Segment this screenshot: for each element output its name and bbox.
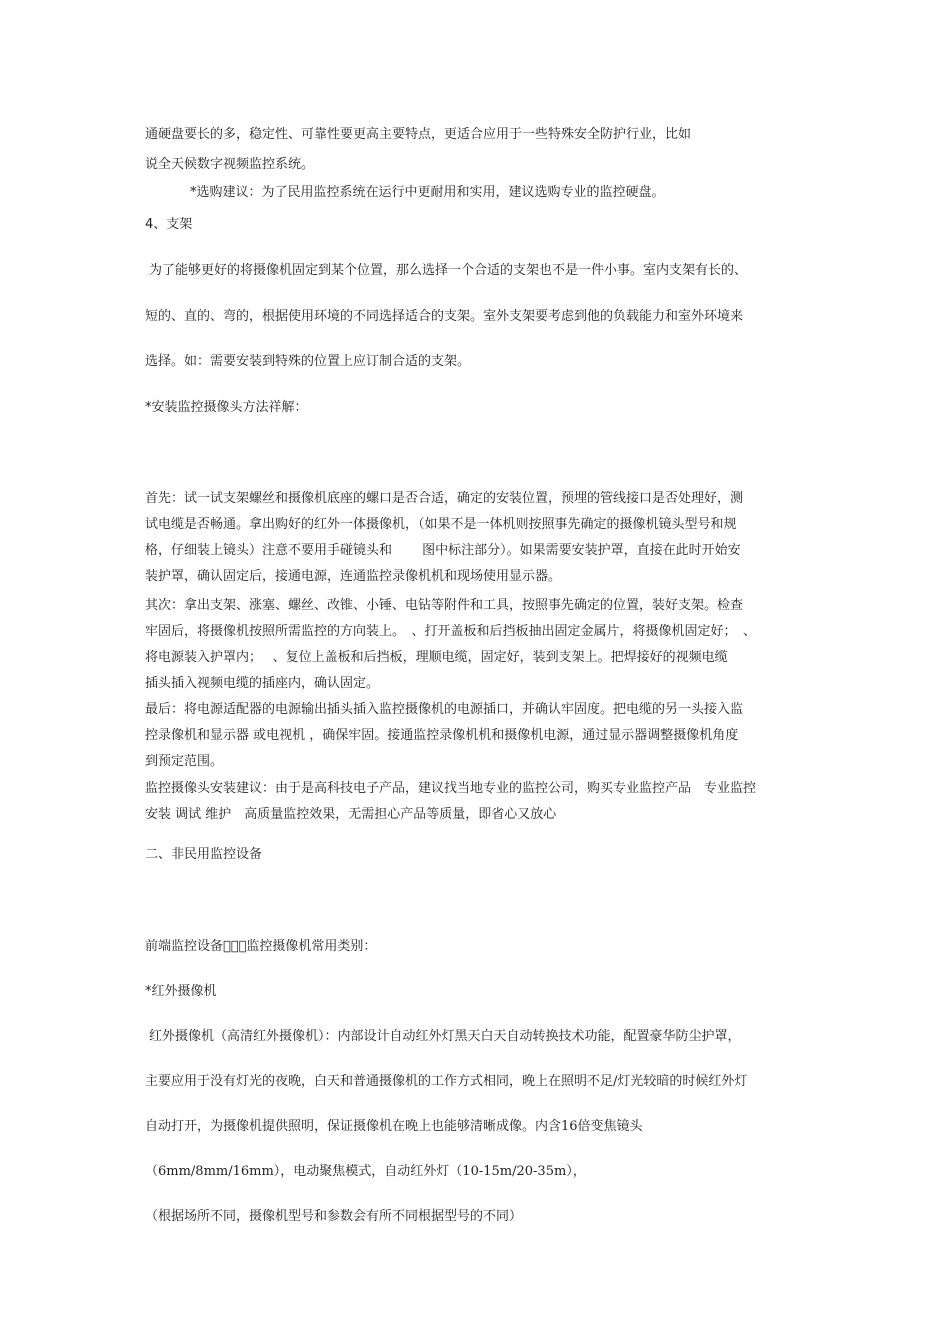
paragraph-line: 装护罩，确认固定后，接通电源，连通监控录像机机和现场使用显示器。 bbox=[145, 569, 562, 584]
paragraph-line: 插头插入视频电缆的插座内，确认固定。 bbox=[145, 676, 380, 691]
paragraph-line: 监控摄像头安装建议：由于是高科技电子产品，建议找当地专业的监控公司，购买专业监控产品 专业监控 bbox=[145, 781, 757, 796]
paragraph-line: 牢固后，将摄像机按照所需监控的方向装上。 、打开盖板和后挡板抽出固定金属片，将摄像机固定好； 、 bbox=[145, 624, 757, 639]
section-heading-bracket: 4、支架 bbox=[145, 217, 193, 232]
section-heading: 二、非民用监控设备 bbox=[145, 847, 263, 862]
paragraph-line: 选择。如：需要安装到特殊的位置上应订制合适的支架。 bbox=[145, 354, 471, 369]
paragraph-line: 最后：将电源适配器的电源输出插头插入监控摄像机的电源插口，并确认牢固度。把电缆的另一头接入监 bbox=[145, 702, 744, 717]
install-method-heading: *安装监控摄像头方法祥解： bbox=[145, 400, 308, 415]
paragraph-line: （6mm/8mm/16mm），电动聚焦模式，自动红外灯（10-15m/20-35m）， bbox=[145, 1164, 586, 1179]
paragraph-line: 短的、直的、弯的，根据使用环境的不同选择适合的支架。室外支架要考虑到他的负载能力和室外环境来 bbox=[145, 309, 744, 324]
paragraph-line: 通硬盘要长的多，稳定性、可靠性要更高主要特点，更适合应用于一些特殊安全防护行业，比如 bbox=[145, 127, 692, 142]
paragraph-line: 试电缆是否畅通。拿出购好的红外一体摄像机，（如果不是一体机则按照事先确定的摄像机镜头型号和规 bbox=[145, 517, 737, 532]
purchase-advice: *选购建议：为了民用监控系统在运行中更耐用和实用，建议选购专业的监控硬盘。 bbox=[190, 185, 665, 200]
paragraph-line: 到预定范围。 bbox=[145, 754, 224, 769]
paragraph-line: 前端监控设备   监控摄像机常用类别： bbox=[145, 939, 377, 954]
paragraph-line: 其次：拿出支架、涨塞、螺丝、改锥、小锤、电钻等附件和工具，按照事先确定的位置，装好支架。检查 bbox=[145, 598, 744, 613]
paragraph-line: 说全天候数字视频监控系统。 bbox=[145, 157, 315, 172]
paragraph-line: 自动打开，为摄像机提供照明，保证摄像机在晚上也能够清晰成像。内含16倍变焦镜头 bbox=[145, 1119, 643, 1134]
paragraph-line: 将电源装入护罩内； 、复位上盖板和后挡板，理顺电缆，固定好，装到支架上。把焊接好的视频电缆 bbox=[145, 650, 728, 665]
paragraph-line: 红外摄像机（高清红外摄像机）：内部设计自动红外灯黑天白天自动转换技术功能，配置豪华防尘护罩， bbox=[149, 1029, 741, 1044]
paragraph-line: 主要应用于没有灯光的夜晚，白天和普通摄像机的工作方式相同，晚上在照明不足/灯光较暗的时候红外灯 bbox=[145, 1074, 748, 1089]
infrared-camera-heading: *红外摄像机 bbox=[145, 984, 217, 999]
paragraph-line: 控录像机和显示器 或电视机 ，确保牢固。接通监控录像机机和摄像机电源，通过显示器调整摄像机角度 bbox=[145, 728, 739, 743]
paragraph-line: （根据场所不同，摄像机型号和参数会有所不同根据型号的不同） bbox=[145, 1209, 523, 1224]
paragraph-line: 首先：试一试支架螺丝和摄像机底座的螺口是否合适，确定的安装位置，预埋的管线接口是否处理好，测 bbox=[145, 491, 744, 506]
paragraph-line: 为了能够更好的将摄像机固定到某个位置，那么选择一个合适的支架也不是一件小事。室内支架有长的、 bbox=[149, 263, 748, 278]
paragraph-line: 格，仔细装上镜头）注意不要用手碰镜头和 图中标注部分）。如果需要安装护罩，直接在此时开始安 bbox=[145, 543, 741, 558]
paragraph-line: 安装 调试 维护 高质量监控效果，无需担心产品等质量，即省心又放心 bbox=[145, 807, 557, 822]
